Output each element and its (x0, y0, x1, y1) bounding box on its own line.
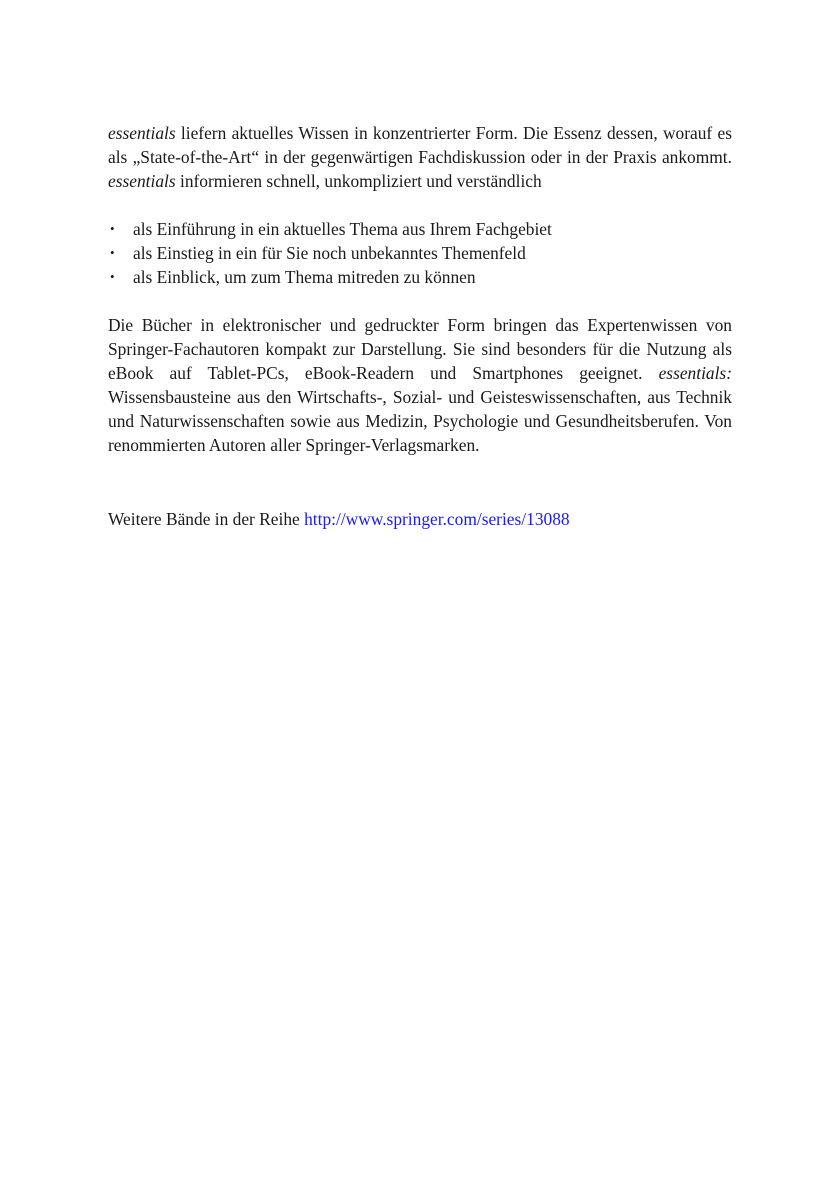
list-item-text: als Einblick, um zum Thema mitreden zu können (133, 267, 476, 287)
list-item-text: als Einstieg in ein für Sie noch unbekanntes Themenfeld (133, 243, 526, 263)
series-link[interactable]: http://www.springer.com/series/13088 (304, 509, 570, 529)
intro-paragraph (108, 121, 732, 193)
description-essentials-term: essentials: (658, 363, 732, 383)
intro-text-1: liefern aktuelles Wissen in konzentrierter Form. Die Essenz dessen, worauf es als „State-of-the-Art“ in der gegenwärtigen Fachdiskussion oder in der Praxis ankommt. (108, 123, 732, 167)
list-item (108, 241, 732, 265)
description-paragraph (108, 313, 732, 457)
intro-text-2: informieren schnell, unkompliziert und verständlich (175, 171, 542, 191)
intro-essentials-term-2: essentials (108, 171, 176, 191)
bullet-icon: • (110, 269, 115, 284)
list-item (108, 217, 732, 241)
list-item (108, 265, 732, 289)
bullet-icon: • (110, 245, 115, 260)
description-text-1: Die Bücher in elektronischer und gedruckter Form bringen das Expertenwissen von Springer-Fachautoren kompakt zur Darstellung. Sie sind besonders für die Nutzung als eBook auf Tablet-PCs, eBook-Readern und Smartphones geeignet. (108, 315, 732, 383)
intro-essentials-term-1: essentials (108, 123, 176, 143)
bullet-icon: • (110, 221, 115, 236)
list-item-text: als Einführung in ein aktuelles Thema aus Ihrem Fachgebiet (133, 219, 552, 239)
page-content (108, 121, 732, 529)
series-line (108, 507, 570, 531)
benefits-list (108, 217, 732, 289)
description-text-2: Wissensbausteine aus den Wirtschafts-, Sozial- und Geisteswissenschaften, aus Technik und Naturwissenschaften sowie aus Medizin, Psychologie und Gesundheitsberufen. Von renommierten Autoren aller Springer-Verlagsmarken. (108, 387, 732, 455)
series-label: Weitere Bände in der Reihe (108, 509, 305, 529)
